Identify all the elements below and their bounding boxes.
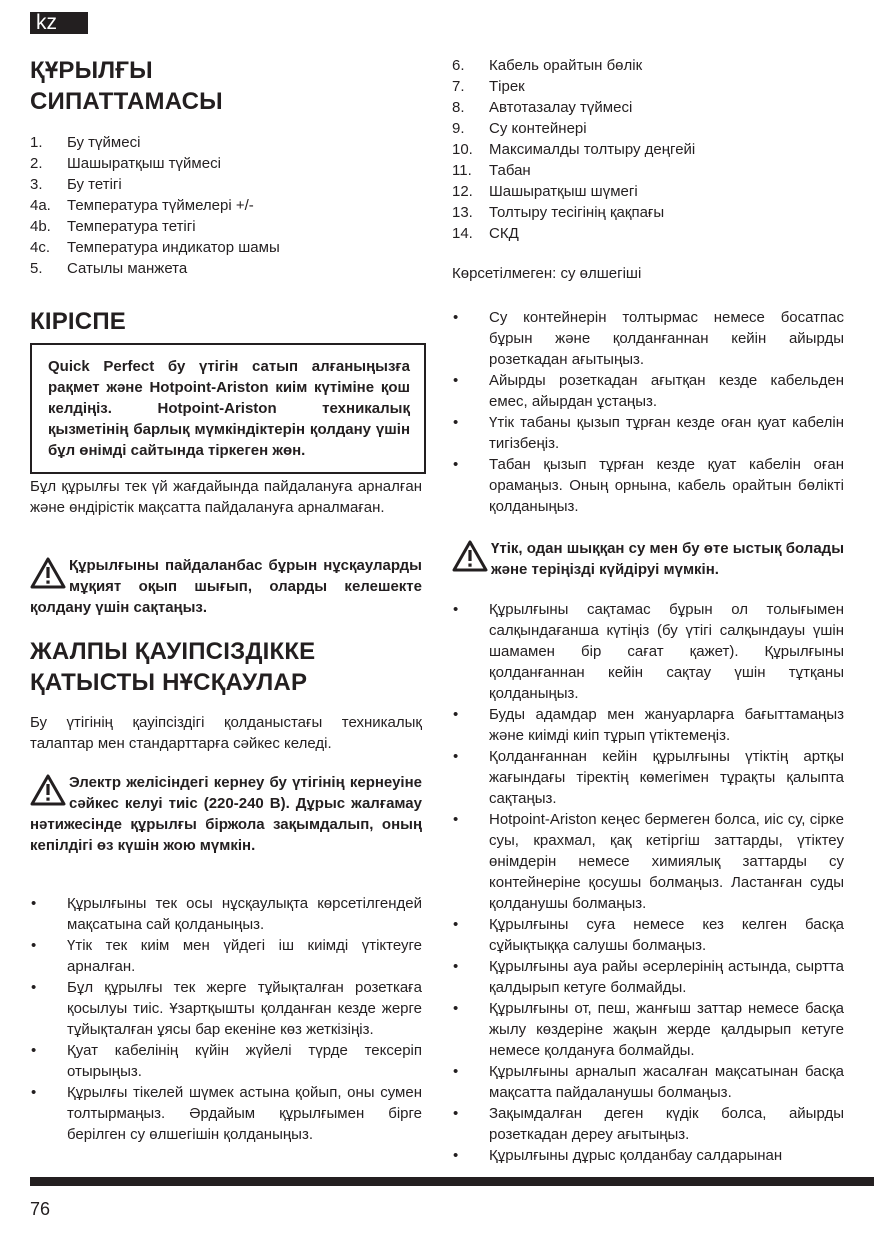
hot-warning-text: Үтік, одан шыққан су мен бу өте ыстық болады және теріңізді күйдіруі мүмкін. [491,540,845,578]
bullet-item: • Қуат кабелінің күйін жүйелі түрде тексеріп отырыңыз. [30,1040,422,1082]
part-number: 9. [452,120,465,137]
part-item [30,132,422,153]
part-item [30,195,422,216]
bullet-item: • Буды адамдар мен жануарларға бағыттамаңыз және киімді киіп тұрып үтіктемеңіз. [452,704,844,746]
bullet-item: • Құрылғы тікелей шүмек астына қойып, оны сумен толтырмаңыз. Әрдайым құрылғымен бірге берілген су өлшегішін қолданыңыз. [30,1082,422,1145]
bullet-item: • Табан қызып тұрған кезде қуат кабелін оған орамаңыз. Оның орнына, кабель орайтын бөлікті қолданыңыз. [452,454,844,517]
part-item [30,237,422,258]
warning-icon [452,540,488,572]
bullet-item: • Құрылғыны ауа райы әсерлерінің астында, сыртта қалдырып кетуге болмайды. [452,956,844,998]
title-line-2: СИПАТТАМАСЫ [30,88,223,115]
part-label: Толтыру тесігінің қақпағы [489,204,665,221]
bullet-item: • Бұл құрылғы тек жерге тұйықталған розеткаға қосылуы тиіс. Ұзартқышты қолданған кезде жерге тұйықталған ұясы бар екеніне көз жеткізіңіз. [30,977,422,1040]
safety-title-line-1: ЖАЛПЫ ҚАУІПСІЗДІККЕ [30,638,316,665]
device-description-title [30,55,422,117]
not-shown-note: Көрсетілмеген: су өлшегіші [452,265,642,282]
part-label: Тірек [489,78,525,95]
bullet-item: • Үтік табаны қызып тұрған кезде оған қуат кабелін тигізбеңіз. [452,412,844,454]
storage-bullet-list [452,599,844,1166]
part-label: Су контейнері [489,120,587,137]
intro-warning-text: Құрылғыны пайдаланбас бұрын нұсқауларды мұқият оқып шығып, оларды келешекте қолдану үшін сақтаңыз. [30,557,422,616]
part-label: Шашыратқыш түймесі [67,155,221,172]
part-label: Бу түймесі [67,134,141,151]
part-label: Температура тетігі [67,218,196,235]
bullet-item: • Зақымдалған деген күдік болса, айырды розеткадан дереу ағытыңыз. [452,1103,844,1145]
part-label: Табан [489,162,531,179]
bullet-item: • Құрылғыны тек осы нұсқаулықта көрсетілгендей мақсатына сай қолданыңыз. [30,893,422,935]
part-number: 7. [452,78,465,95]
part-item [452,139,844,160]
safety-paragraph: Бу үтігінің қауіпсіздігі қолданыстағы техникалық талаптар мен стандарттарға сәйкес келеді. [30,714,422,752]
part-item [452,76,844,97]
part-number: 14. [452,225,473,242]
part-number: 1. [30,134,43,151]
part-item [452,55,844,76]
part-label: Температура түймелері +/- [67,197,254,214]
part-item [452,181,844,202]
part-label: Бу тетігі [67,176,122,193]
safety-warning-text: Электр желісіндегі кернеу бу үтігінің кернеуіне сәйкес келуі тиіс (220-240 В). Дұрыс жалғамау нәтижесінде құрылғы біржола зақымдалып, оның кепілдігі өз күшін жою мүмкін. [30,774,422,854]
safety-title-line-2: ҚАТЫСТЫ НҰСҚАУЛАР [30,669,308,696]
footer-rule [30,1177,874,1186]
part-item [452,202,844,223]
part-label: Максималды толтыру деңгейі [489,141,696,158]
part-number: 6. [452,57,465,74]
part-label: СКД [489,225,519,242]
part-number: 5. [30,260,43,277]
part-label: Кабель орайтын бөлік [489,57,643,74]
part-number: 4a. [30,197,51,214]
bullet-item: • Су контейнерін толтырмас немесе босатпас бұрын және қолданғаннан кейін айырды розеткадан ағытыңыз. [452,307,844,370]
page-number: 76 [30,1199,51,1219]
part-label: Шашыратқыш шүмегі [489,183,638,200]
intro-warning [30,555,422,618]
part-number: 13. [452,204,473,221]
cable-bullet-list [452,307,844,517]
warning-icon [30,557,66,589]
bullet-item: • Айырды розеткадан ағытқан кезде кабельден емес, айырдан ұстаңыз. [452,370,844,412]
intro-box: Quick Perfect бу үтігін сатып алғаныңызға рақмет және Hotpoint-Ariston киім күтіміне қош келдіңіз. Hotpoint-Ariston техникалық қызметінің барлық мүмкіндіктерін қолдану үшін бұл өнімді сайтында тіркеген жөн. [30,343,426,474]
part-item [30,258,422,279]
part-number: 4c. [30,239,51,256]
bullet-item: • Үтік тек киім мен үйдегі іш киімді үтіктеуге арналған. [30,935,422,977]
safety-warning [30,772,422,856]
warning-icon [30,774,66,806]
bullet-item: • Құрылғыны суға немесе кез келген басқа сұйықтыққа салушы болмаңыз. [452,914,844,956]
part-number: 8. [452,99,465,116]
part-number: 2. [30,155,43,172]
intro-paragraph: Бұл құрылғы тек үй жағдайында пайдалануға арналған және өндірістік мақсатта пайдалануға арналмаған. [30,478,422,516]
bullet-item: • Құрылғыны дұрыс қолданбау салдарынан [452,1145,844,1166]
device-parts-list [30,132,422,279]
part-number: 12. [452,183,473,200]
part-label: Сатылы манжета [67,260,188,277]
part-number: 10. [452,141,473,158]
part-label: Температура индикатор шамы [67,239,280,256]
bullet-item: • Құрылғыны арналып жасалған мақсатынан басқа мақсатта пайдаланушы болмаңыз. [452,1061,844,1103]
hot-warning [452,538,844,580]
part-item [452,160,844,181]
part-item [30,153,422,174]
part-label: Автотазалау түймесі [489,99,633,116]
safety-bullet-list [30,893,422,1145]
part-number: 3. [30,176,43,193]
bullet-item: • Қолданғаннан кейін құрылғыны үтіктің артқы жағындағы тіректің көмегімен тұрақты қалыпта сақтаңыз. [452,746,844,809]
intro-title: КІРІСПЕ [30,308,126,335]
bullet-item: • Құрылғыны от, пеш, жанғыш заттар немесе басқа жылу көздеріне жақын жерде қалдырып кетуге немесе қолдануға болмайды. [452,998,844,1061]
part-item [452,223,844,244]
part-item [452,118,844,139]
safety-title [30,636,422,698]
part-item [30,174,422,195]
title-line-1: ҚҰРЫЛҒЫ [30,57,153,84]
part-item [30,216,422,237]
part-item [452,97,844,118]
device-parts-list-continued [452,55,844,244]
part-number: 11. [452,162,472,179]
part-number: 4b. [30,218,51,235]
language-badge: kz [30,12,88,34]
bullet-item: • Hotpoint-Ariston кеңес бермеген болса, иіс су, сірке суы, крахмал, қақ кетіргіш заттарды, үтіктеу өнімдерін немесе химиялық заттарды су контейнеріне қосушы болмаңыз. Ластанған суды қолданушы болмаңыз. [452,809,844,914]
bullet-item: • Құрылғыны сақтамас бұрын ол толығымен салқындағанша күтіңіз (бу үтігі салқындауы үшін шамамен бір сағат қажет). Құрылғыны қолданғаннан кейін сақтау үшін тұтқаны қолданыңыз. [452,599,844,704]
